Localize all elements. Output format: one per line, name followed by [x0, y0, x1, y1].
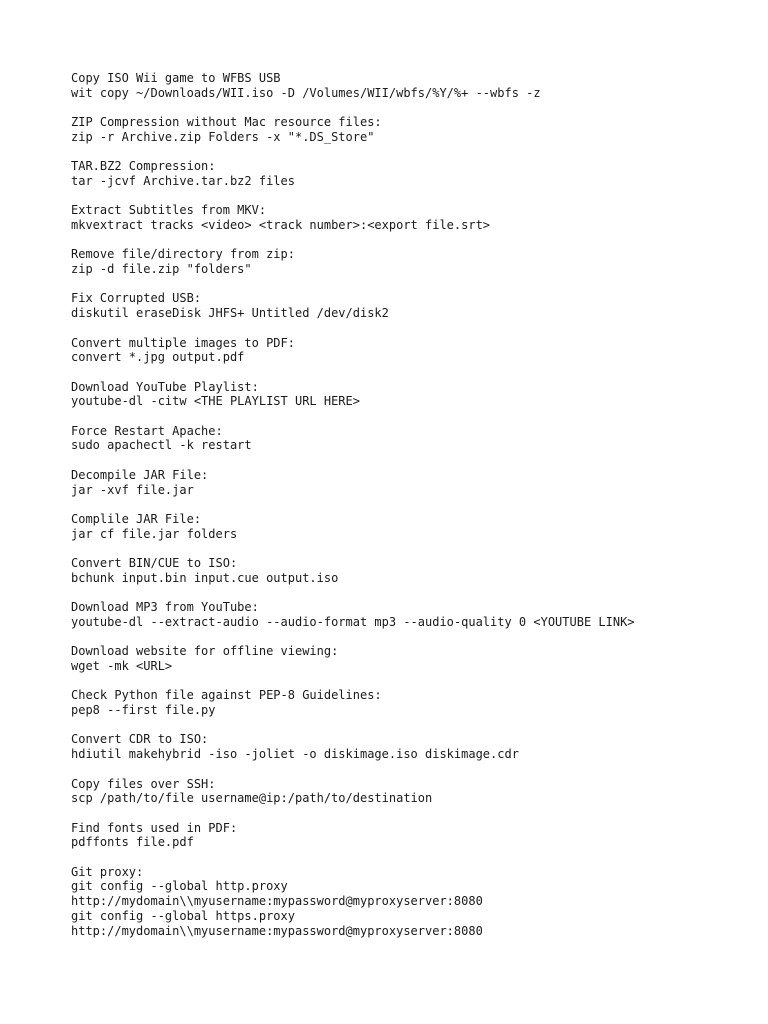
snippet-command: pdffonts file.pdf	[71, 835, 194, 850]
snippet-command: diskutil eraseDisk JHFS+ Untitled /dev/disk2	[71, 306, 389, 321]
snippet-heading: Git proxy:	[71, 864, 144, 879]
snippet-command: git config --global http.proxy	[71, 879, 288, 894]
snippet-block	[71, 777, 761, 806]
snippet-block	[71, 821, 761, 850]
snippet-block	[71, 556, 761, 585]
snippet-heading: Check Python file against PEP-8 Guidelines:	[71, 688, 382, 703]
snippet-block	[71, 291, 761, 320]
snippet-block	[71, 159, 761, 188]
snippet-block	[71, 468, 761, 497]
snippet-heading: Convert CDR to ISO:	[71, 732, 209, 747]
snippet-block	[71, 600, 761, 629]
snippet-command: bchunk input.bin input.cue output.iso	[71, 570, 339, 585]
snippet-heading: Copy ISO Wii game to WFBS USB	[71, 71, 281, 85]
document-page	[71, 71, 761, 953]
snippet-heading: TAR.BZ2 Compression:	[71, 159, 216, 174]
snippet-heading: ZIP Compression without Mac resource files:	[71, 115, 382, 130]
snippet-command: pep8 --first file.py	[71, 703, 216, 718]
snippet-heading: Copy files over SSH:	[71, 776, 216, 791]
snippet-heading: Force Restart Apache:	[71, 423, 223, 438]
snippet-heading: Download MP3 from YouTube:	[71, 600, 259, 615]
snippet-command: jar -xvf file.jar	[71, 482, 194, 497]
snippet-heading: Remove file/directory from zip:	[71, 247, 295, 262]
snippet-command: http://mydomain\\myusername:mypassword@myproxyserver:8080	[71, 923, 483, 938]
snippet-block	[71, 115, 761, 144]
snippet-block	[71, 71, 761, 100]
snippet-command: scp /path/to/file username@ip:/path/to/destination	[71, 791, 433, 806]
snippet-command: http://mydomain\\myusername:mypassword@myproxyserver:8080	[71, 894, 483, 909]
snippet-heading: Convert multiple images to PDF:	[71, 335, 295, 350]
snippet-block	[71, 732, 761, 761]
snippet-heading: Decompile JAR File:	[71, 467, 209, 482]
snippet-command: youtube-dl --extract-audio --audio-format mp3 --audio-quality 0 <YOUTUBE LINK>	[71, 614, 635, 629]
snippet-command: youtube-dl -citw <THE PLAYLIST URL HERE>	[71, 394, 360, 409]
snippet-heading: Extract Subtitles from MKV:	[71, 203, 267, 218]
snippet-block	[71, 644, 761, 673]
snippet-command: wget -mk <URL>	[71, 658, 173, 673]
snippet-command: sudo apachectl -k restart	[71, 438, 252, 453]
snippet-heading: Complile JAR File:	[71, 511, 202, 526]
snippet-heading: Download website for offline viewing:	[71, 644, 339, 659]
snippet-command: tar -jcvf Archive.tar.bz2 files	[71, 173, 295, 188]
snippet-command: zip -r Archive.zip Folders -x "*.DS_Store"	[71, 129, 375, 144]
snippet-heading: Find fonts used in PDF:	[71, 820, 238, 835]
snippet-command: git config --global https.proxy	[71, 908, 295, 923]
snippet-block	[71, 336, 761, 365]
snippet-block	[71, 424, 761, 453]
snippet-heading: Fix Corrupted USB:	[71, 291, 202, 306]
snippet-command: hdiutil makehybrid -iso -joliet -o diskimage.iso diskimage.cdr	[71, 747, 519, 762]
snippet-block	[71, 380, 761, 409]
snippet-block	[71, 865, 761, 939]
snippet-command: zip -d file.zip "folders"	[71, 262, 252, 277]
snippet-block	[71, 247, 761, 276]
snippet-heading: Convert BIN/CUE to ISO:	[71, 556, 238, 571]
snippet-command: jar cf file.jar folders	[71, 526, 238, 541]
snippet-block	[71, 688, 761, 717]
snippet-command: convert *.jpg output.pdf	[71, 350, 245, 365]
snippet-command: mkvextract tracks <video> <track number>:<export file.srt>	[71, 217, 491, 232]
snippet-heading: Download YouTube Playlist:	[71, 379, 259, 394]
snippet-block	[71, 203, 761, 232]
snippet-block	[71, 512, 761, 541]
snippet-command: wit copy ~/Downloads/WII.iso -D /Volumes/WII/wbfs/%Y/%+ --wbfs -z	[71, 85, 541, 100]
